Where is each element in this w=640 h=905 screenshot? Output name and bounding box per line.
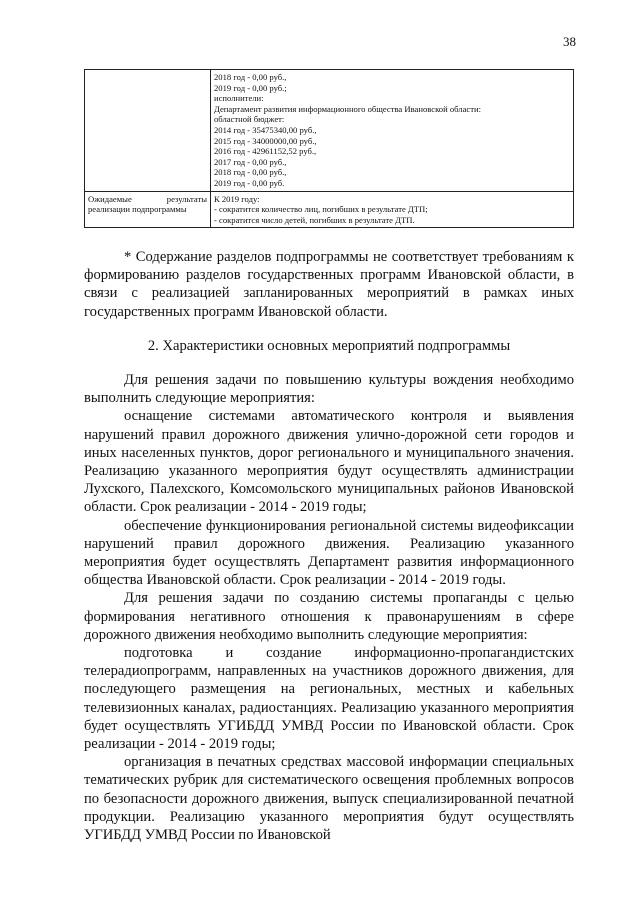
table-cell-results	[211, 191, 574, 228]
table-cell-funding	[211, 70, 574, 192]
table-row	[85, 70, 574, 192]
body-text	[84, 248, 574, 844]
funding-line: 2019 год - 0,00 руб.;	[214, 82, 287, 93]
footnote: * Содержание разделов подпрограммы не соответствует требованиям к формированию разделов государственных программ Ивановской области, в связи с реализацией запланированных мероприятий в рамках иных государственных программ Ивановской области.	[84, 249, 574, 320]
page-number: 38	[563, 34, 576, 49]
paragraph: подготовка и создание информационно-пропагандистских телерадиопрограмм, направленных на участников дорожного движения, для последующего размещения на региональных, местных и кабельных телевизионных каналах, радиостанциях. Реализацию указанного мероприятия будет осуществлять УГИБДД УМВД России по Ивановской области. Срок реализации - 2014 - 2019 годы;	[84, 645, 574, 753]
paragraph: оснащение системами автоматического контроля и выявления нарушений правил дорожного движения улично-дорожной сети городов и иных населенных пунктов, дорог регионального и муниципального значения. Реализацию указанного мероприятия будут осуществлять администрации Лухского, Палехского, Комсомольского муниципальных районов Ивановской области. Срок реализации - 2014 - 2019 годы;	[84, 408, 574, 516]
funding-line: Департамент развития информационного общества Ивановской области:	[214, 103, 481, 114]
result-line: К 2019 году:	[214, 193, 260, 204]
expected-results-label-cont: реализации подпрограммы	[88, 204, 187, 215]
paragraph: организация в печатных средствах массовой информации специальных тематических рубрик для систематического освещения проблемных вопросов по безопасности дорожного движения, выпуск специализированной печатной продукции. Реализацию указанного мероприятия будут осуществлять УГИБДД УМВД России по Ивановской	[84, 754, 574, 844]
table-cell-empty	[85, 70, 211, 192]
paragraph: обеспечение функционирования региональной системы видеофиксации нарушений правил дорожного движения. Реализацию указанного мероприятия будет осуществлять Департамент развития информационного общества Ивановской области. Срок реализации - 2014 - 2019 годы.	[84, 517, 574, 589]
funding-line: 2017 год - 0,00 руб.,	[214, 156, 287, 167]
funding-line: 2019 год - 0,00 руб.	[214, 177, 285, 188]
funding-line: 2018 год - 0,00 руб.,	[214, 72, 287, 82]
section-title: 2. Характеристики основных мероприятий подпрограммы	[147, 337, 511, 354]
budget-table	[84, 69, 574, 228]
funding-line: 2018 год - 0,00 руб.,	[214, 167, 287, 178]
funding-line: исполнители:	[214, 93, 264, 104]
result-line: - сократится число детей, погибших в результате ДТП.	[214, 214, 415, 225]
paragraph: Для решения задачи по повышению культуры вождения необходимо выполнить следующие мероприятия:	[84, 372, 574, 407]
funding-line: областной бюджет:	[214, 114, 285, 125]
funding-line: 2015 год - 34000000,00 руб.,	[214, 135, 317, 146]
table-cell-label	[85, 191, 211, 228]
table-row	[85, 191, 574, 228]
expected-results-label: Ожидаемые результаты	[88, 193, 207, 204]
funding-line: 2016 год - 42961152,52 руб.,	[214, 146, 317, 157]
paragraph: Для решения задачи по созданию системы пропаганды с целью формирования негативного отношения к правонарушениям в сфере дорожного движения необходимо выполнить следующие мероприятия:	[84, 590, 574, 643]
result-line: - сократится количество лиц, погибших в результате ДТП;	[214, 204, 428, 215]
funding-line: 2014 год - 35475340,00 руб.,	[214, 124, 317, 135]
